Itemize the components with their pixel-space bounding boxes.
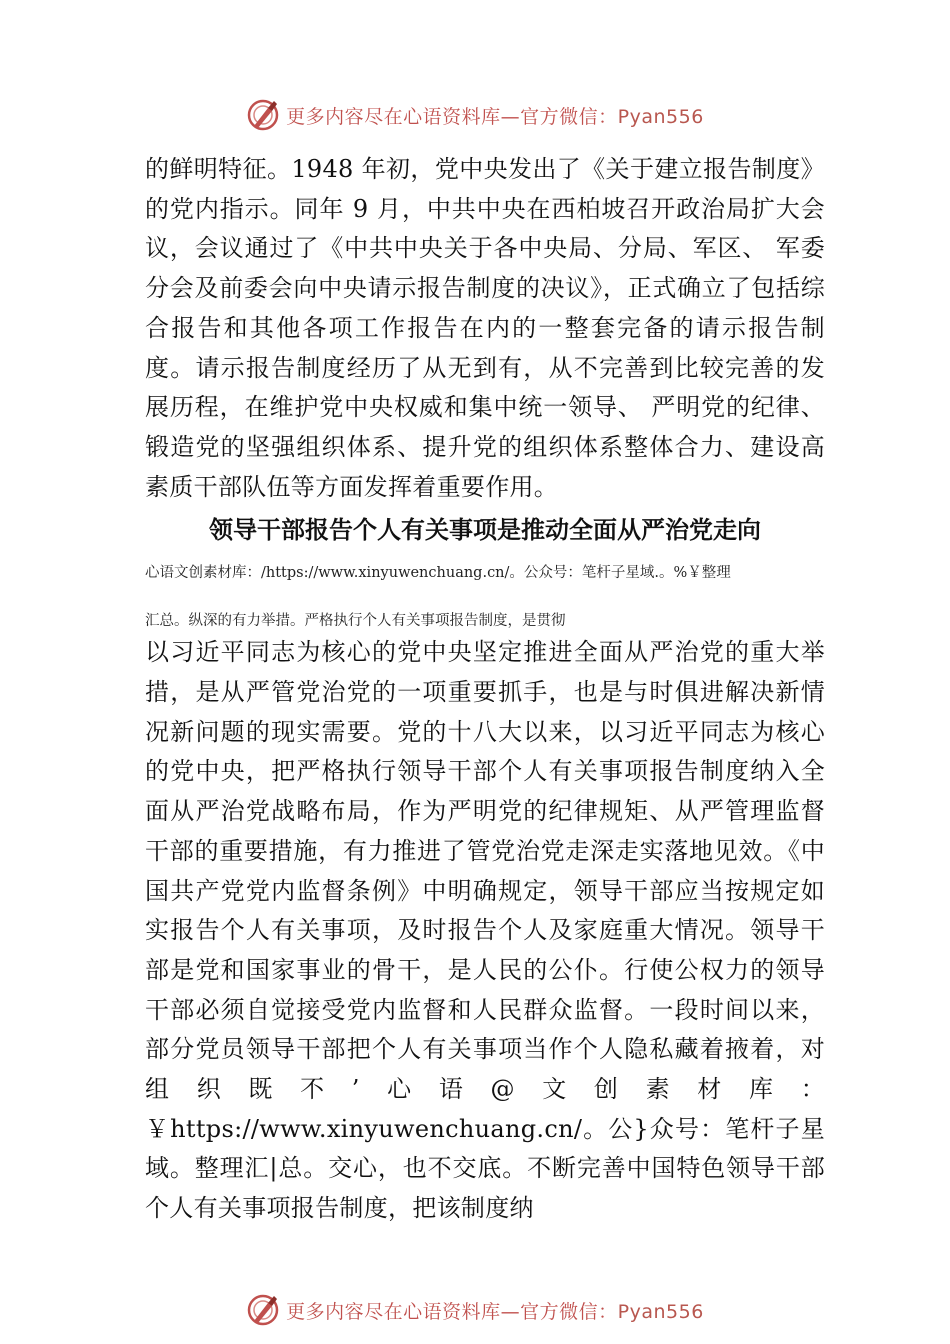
watermark-line-2: 汇总。纵深的有力举措。严格执行个人有关事项报告制度，是贯彻 [145,613,566,630]
pen-in-circle-logo-icon [246,1293,280,1327]
footer-banner [0,1290,950,1330]
section-heading: 领导干部报告个人有关事项是推动全面从严治党走向 [209,516,761,545]
pen-in-circle-logo-icon [246,98,280,132]
wechat-id: Pyan556 [617,1300,704,1323]
document-body [145,150,825,1229]
header-banner [0,95,950,135]
watermark-line-1: 心语文创素材库：/https://www.xinyuwenchuang.cn/。公众号：笔杆子星域.。%￥整理 [145,565,731,582]
paragraph-1: 的鲜明特征。1948 年初，党中央发出了《关于建立报告制度》的党内指示。同年 9 月，中共中央在西柏坡召开政治局扩大会议，会议通过了《中共中央关于各中央局、分局、军区、 军委分会及前委会向中央请示报告制度的决议》，正式确立了包括综合报告和其他各项工作报告在内的一整套完备的请示报告制度。请示报告制度经历了从无到有，从不完善到比较完善的发展历程，在维护党中央权威和集中统一领导、 严明党的纪律、锻造党的坚强组织体系、提升党的组织体系整体合力、建设高素质干部队伍等方面发挥着重要作用。 [145,155,825,501]
paragraph-2: 以习近平同志为核心的党中央坚定推进全面从严治党的重大举措，是从严管党治党的一项重要抓手，也是与时俱进解决新情况新问题的现实需要。党的十八大以来，以习近平同志为核心的党中央，把严格执行领导干部个人有关事项报告制度纳入全面从严治党战略布局，作为严明党的纪律规矩、从严管理监督干部的重要措施，有力推进了管党治党走深走实落地见效。《中国共产党党内监督条例》中明确规定，领导干部应当按规定如实报告个人有关事项，及时报告个人及家庭重大情况。领导干部是党和国家事业的骨干，是人民的公仆。行使公权力的领导干部必须自觉接受党内监督和人民群众监督。一段时间以来，部分党员领导干部把个人有关事项当作个人隐私藏着掖着，对组织既不’心语@文创素材库：￥https://www.xinyuwenchuang.cn/。公}众号：笔杆子星域。整理汇|总。交心，也不交底。不断完善中国特色领导干部个人有关事项报告制度，把该制度纳 [145,638,825,1223]
banner-text: 更多内容尽在心语资料库—官方微信：Pyan556 [286,105,704,128]
wechat-id: Pyan556 [617,105,704,128]
banner-text: 更多内容尽在心语资料库—官方微信：Pyan556 [286,1300,704,1323]
